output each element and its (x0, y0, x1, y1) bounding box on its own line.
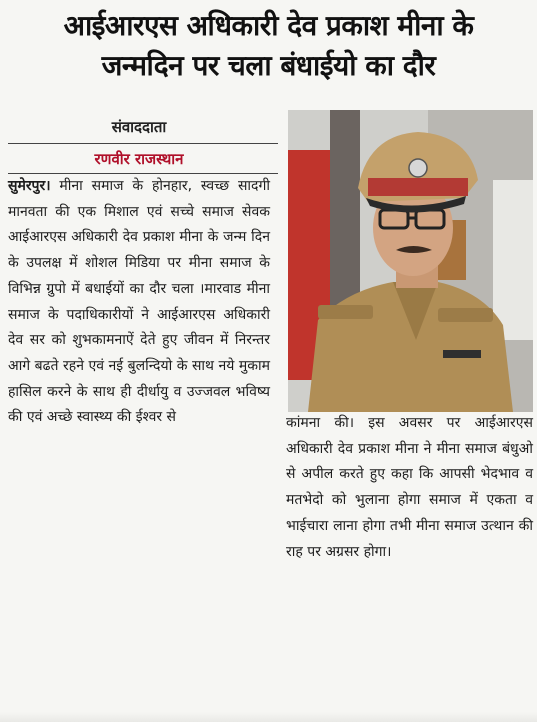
article-photo (288, 110, 533, 412)
page-edge (0, 712, 537, 722)
headline (0, 6, 537, 86)
headline-line-1: आईआरएस अधिकारी देव प्रकाश मीना के (63, 9, 474, 42)
officer-portrait-image (288, 110, 533, 412)
byline-name: रणवीर राजस्थान (94, 150, 184, 168)
headline-line-2: जन्मदिन पर चला बंधाईयो का दौर (101, 49, 436, 82)
article-column-2 (286, 411, 533, 565)
article-column-1 (8, 174, 270, 431)
byline-label: संवाददाता (111, 118, 167, 136)
article-body-part-2: कांमना की। इस अवसर पर आईआरएस अधिकारी देव प्रकाश मीना ने मीना समाज बंधुओ से अपील करते हुए कहा कि आपसी भेदभाव व मतभेदो को भुलाना होगा समाज में एकता व भाईचारा लाना होगा तभी मीना समाज उत्थान की राह पर अग्रसर होगा। (286, 415, 533, 560)
article-body-part-1: मीना समाज के होनहार, स्वच्छ सादगी मानवता की एक मिशाल एवं सच्चे समाज सेवक आईआरएस अधिकारी देव प्रकाश मीना के जन्म दिन के उपलक्ष में शोशल मिडिया पर मीना समाज के विभिन्न ग्रुपो में बधाईयों का दौर चला ।मारवाड मीना समाज के पदाधिकारीयों ने आईआरएस अधिकारी देव सर को शुभकामनाऐं देते हुए जीवन में निरन्तर आगे बढते रहने एवं नई बुलन्दियो के साथ नये मुकाम हासिल करने के साथ ही दीर्धायु व उज्जवल भविष्य की एवं अच्छे स्वास्थ्य की ईश्वर से (8, 178, 270, 426)
dateline: सुमेरपुर। (8, 178, 51, 194)
byline-divider (8, 143, 278, 144)
